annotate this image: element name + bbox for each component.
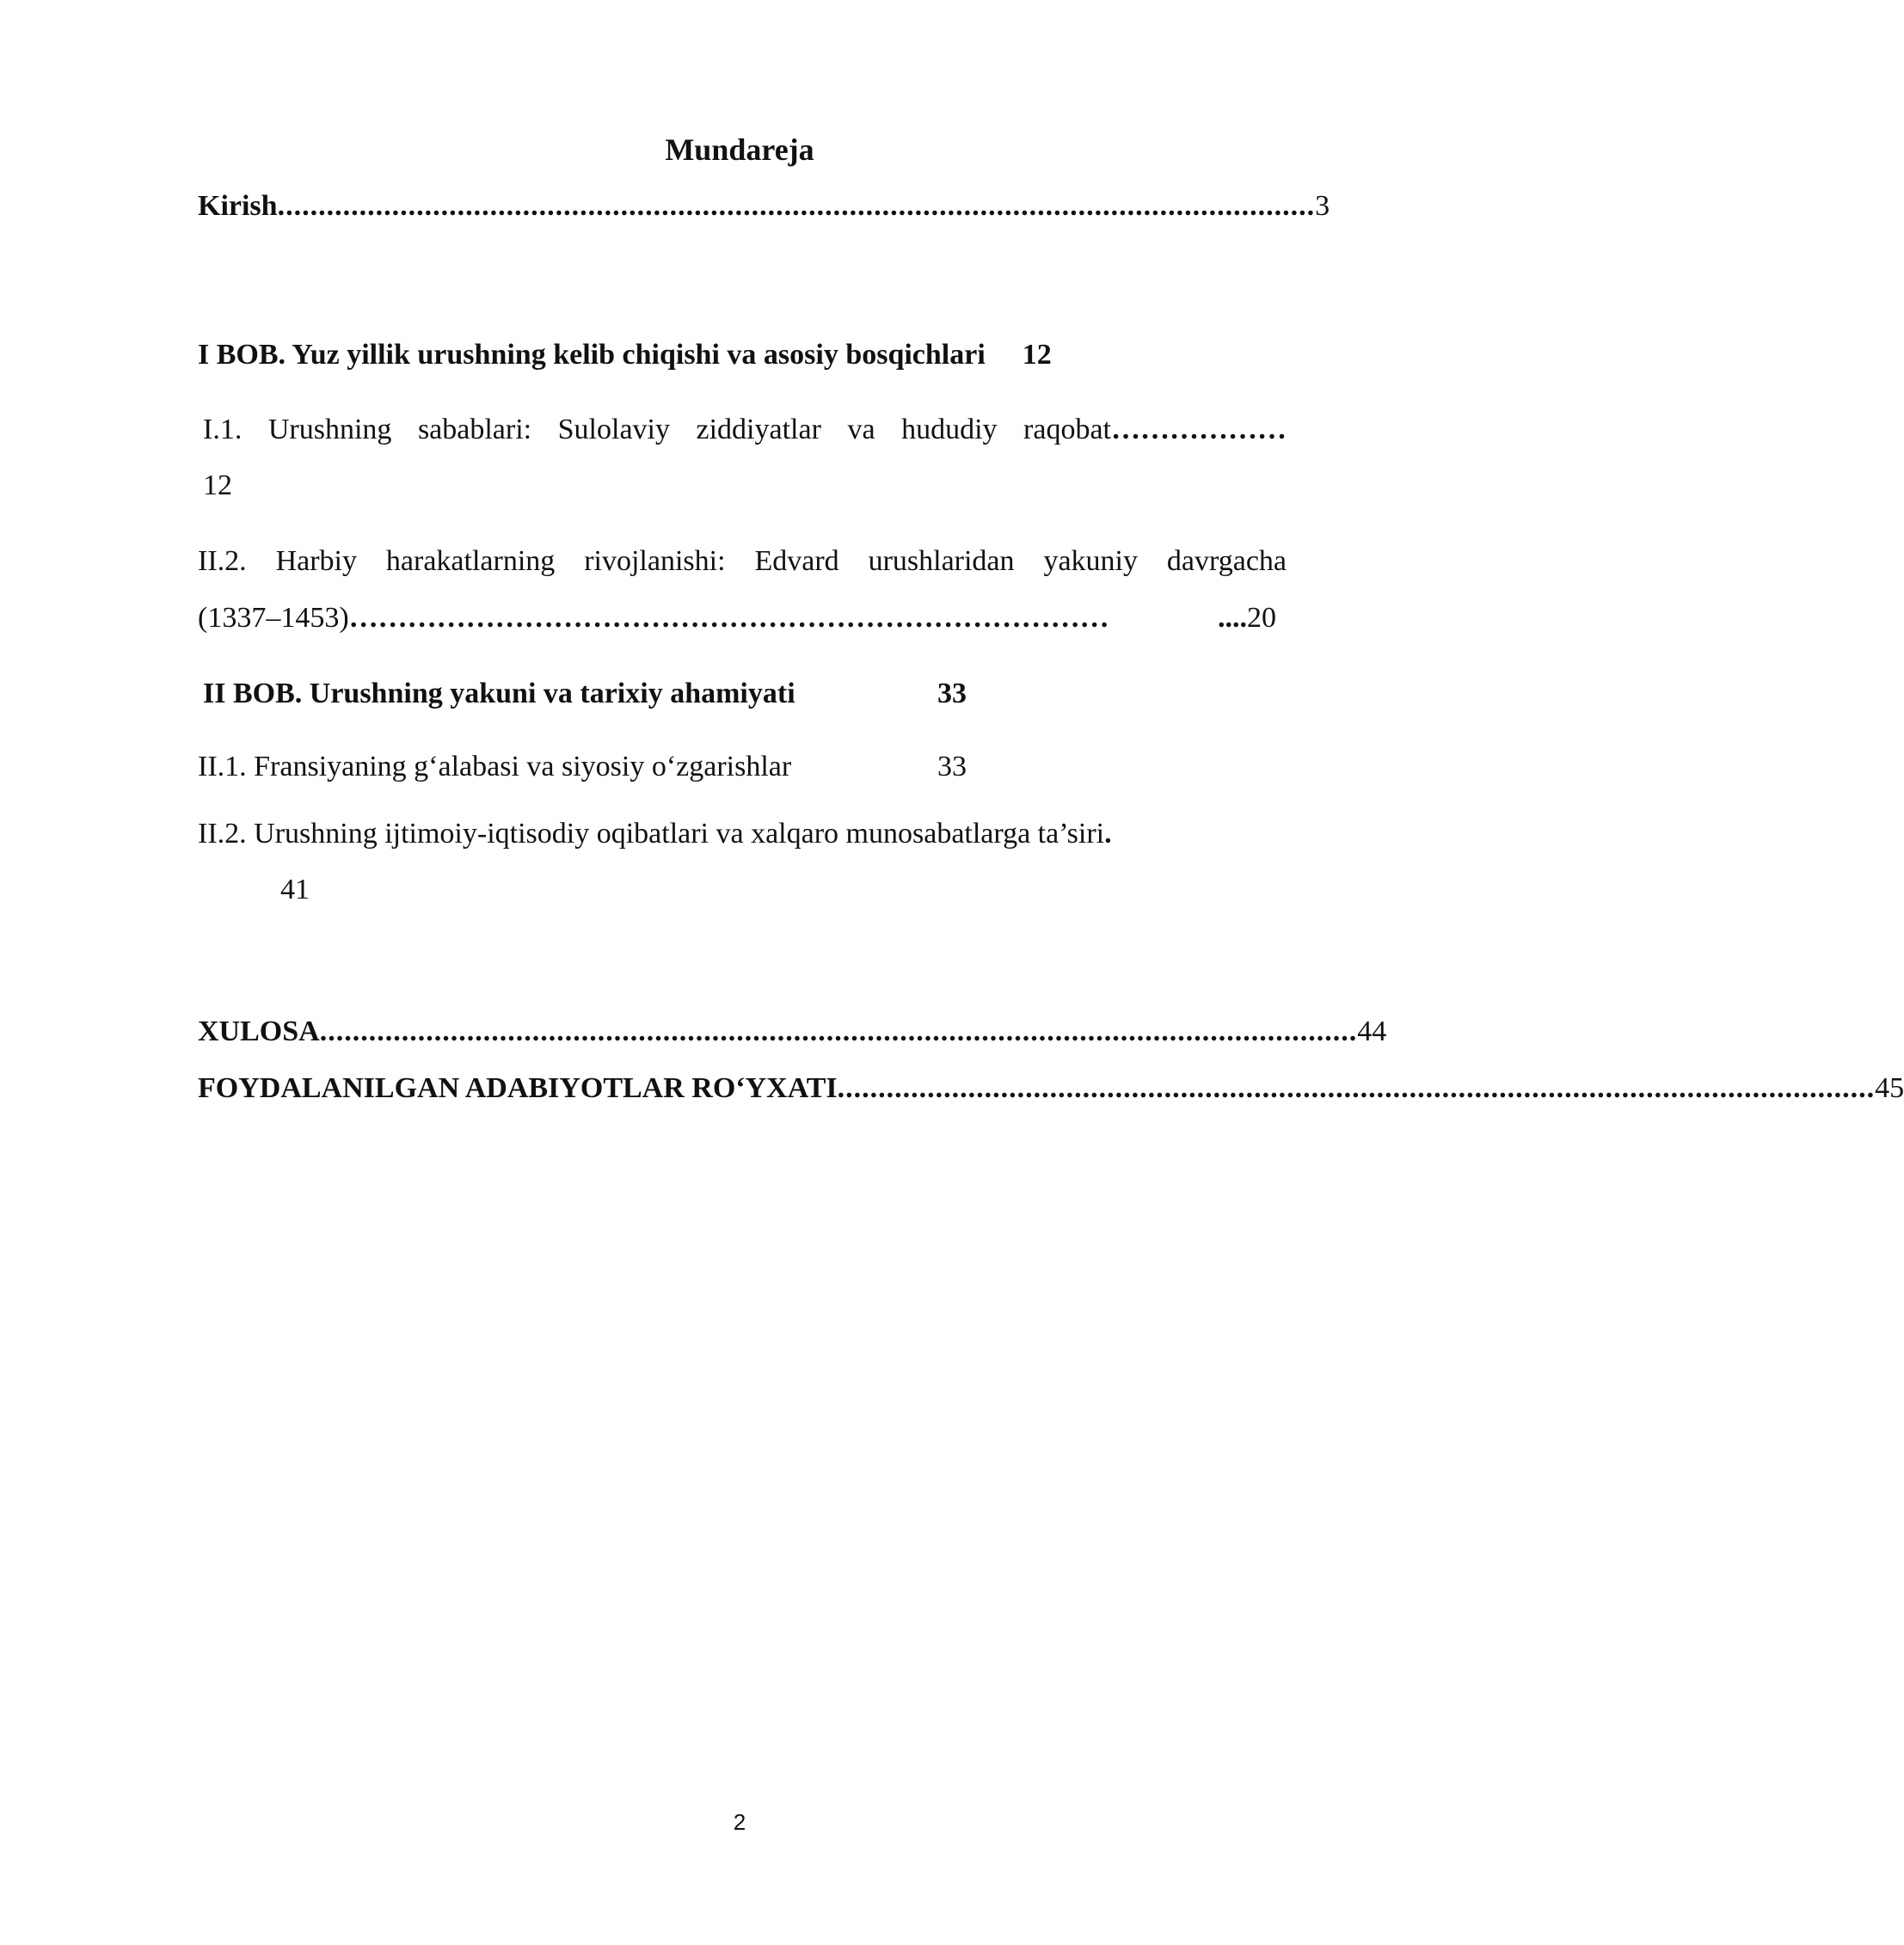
toc-entry-xulosa [198, 1013, 1387, 1051]
toc-section-2-2: II.2. Urushning ijtimoiy-iqtisodiy oqibatlari va xalqaro munosabatlarga ta’siri. [198, 818, 1112, 850]
toc-page-number: 12 [1022, 339, 1052, 371]
toc-entry-kirish [198, 187, 1330, 225]
toc-title: Mundareja [665, 132, 814, 167]
toc-leader-dots: ............................................................................................................................... [277, 190, 1316, 222]
toc-page-number: 45 [1875, 1072, 1904, 1104]
toc-entry-label: Kirish [198, 190, 278, 222]
toc-leader-dots: ............................................................................................................................... [837, 1072, 1876, 1104]
toc-entry-label: II.2. Urushning ijtimoiy-iqtisodiy oqibatlari va xalqaro munosabatlarga ta’siri [198, 818, 1105, 850]
toc-section-1-2-line2 [198, 599, 1276, 637]
toc-entry-label: FOYDALANILGAN ADABIYOTLAR RO‘YXATI [198, 1072, 838, 1104]
toc-section-1-2-line1: II.2. Harbiy harakatlarning rivojlanishi: Edvard urushlaridan yakuniy davrgacha [198, 545, 1287, 577]
page-number: 2 [733, 1809, 746, 1835]
toc-page-number: ....20 [1218, 602, 1276, 634]
toc-entry-adabiyotlar [198, 1070, 1904, 1107]
toc-leader-dots: …………………………………………………………………… [348, 602, 1109, 634]
toc-entry-label: I BOB. Yuz yillik urushning kelib chiqishi va asosiy bosqichlari [198, 339, 986, 371]
toc-page-number: 44 [1357, 1015, 1387, 1047]
toc-leader-dots: ……………… [1111, 414, 1287, 445]
toc-chapter-1 [198, 336, 1052, 374]
toc-entry-label: XULOSA [198, 1015, 320, 1047]
toc-section-2-1-page: 33 [937, 751, 967, 782]
toc-entry-label: II BOB. Urushning yakuni va tarixiy ahamiyati [203, 678, 795, 709]
toc-section-2-2-page: 41 [280, 874, 310, 905]
toc-section-1-1-page: 12 [203, 469, 232, 501]
toc-chapter-2 [203, 675, 795, 713]
toc-entry-label: (1337–1453) [198, 602, 349, 634]
toc-entry-label: I.1. Urushning sabablari: Sulolaviy ziddiyatlar va hududiy raqobat [203, 414, 1111, 445]
toc-leader-dots: ............................................................................................................................... [319, 1015, 1358, 1047]
toc-chapter-2-page: 33 [937, 678, 967, 709]
toc-page-number: 3 [1315, 190, 1330, 222]
toc-section-2-1: II.1. Fransiyaning g‘alabasi va siyosiy o‘zgarishlar [198, 751, 792, 782]
toc-section-1-1 [203, 411, 1287, 449]
